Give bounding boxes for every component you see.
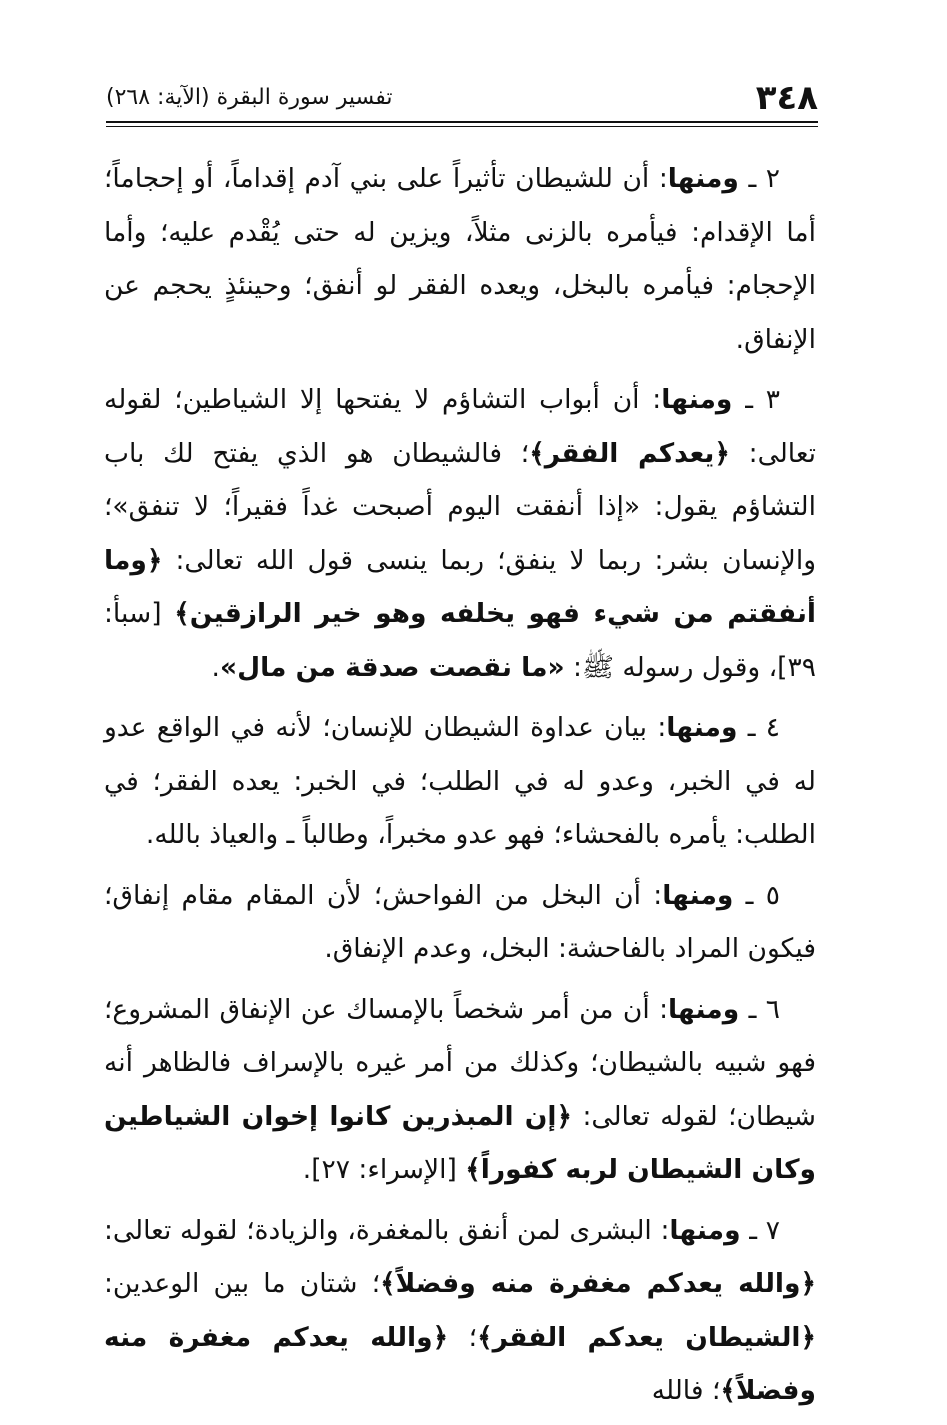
paragraph-2 <box>104 152 816 366</box>
paragraph-text: ؛ <box>448 1321 478 1353</box>
paragraph-4 <box>104 701 816 862</box>
item-number: ٦ ـ <box>739 993 780 1025</box>
item-keyword: ومنها <box>662 879 734 911</box>
paragraph-text: : أن البخل من الفواحش؛ لأن المقام مقام إنفاق؛ فيكون المراد بالفاحشة: البخل، وعدم الإنفاق. <box>104 879 816 964</box>
paragraph-text: : البشرى لمن أنفق بالمغفرة، والزيادة؛ لقوله تعالى: <box>104 1214 670 1246</box>
paragraph-text: : بيان عداوة الشيطان للإنسان؛ لأنه في الواقع عدو له في الخبر، وعدو له في الطلب؛ في الخبر: يعده الفقر؛ في الطلب: يأمره بالفحشاء؛ فهو عدو مخبراً، وطالباً ـ والعياذ بالله. <box>104 712 816 850</box>
paragraph-text: . <box>211 651 220 683</box>
paragraph-text: [الإسراء: ٢٧]. <box>302 1154 466 1185</box>
page-header <box>106 78 818 118</box>
quran-quote: ﴿والله يعدكم مغفرة منه وفضلاً﴾ <box>380 1268 816 1299</box>
header-rule-thick <box>106 121 818 123</box>
body-text <box>104 152 816 1425</box>
paragraph-text: ؛ فالله <box>651 1375 721 1406</box>
item-keyword: ومنها <box>661 384 733 415</box>
paragraph-3 <box>104 373 816 694</box>
quran-quote: ﴿وما أنفقتم من شيء فهو يخلفه وهو خير الرازقين﴾ <box>104 544 816 629</box>
paragraph-text: : أن للشيطان تأثيراً على بني آدم إقداماً، أو إحجاماً؛ أما الإقدام: فيأمره بالزنى مثلاً، ويزين له حتى يُقْدم عليه؛ وأما الإحجام: فيأمره بالبخل، ويعده الفقر لو أنفق؛ وحينئذٍ يحجم عن الإنفاق. <box>104 163 816 355</box>
item-number: ٢ ـ <box>738 163 780 194</box>
hadith-quote: «ما نقصت صدقة من مال» <box>219 651 565 683</box>
item-number: ٥ ـ <box>733 879 780 911</box>
paragraph-text: ؛ شتان ما بين الوعدين: <box>104 1268 381 1299</box>
item-number: ٣ ـ <box>732 384 780 415</box>
item-number: ٤ ـ <box>737 712 780 743</box>
item-keyword: ومنها <box>668 993 740 1025</box>
paragraph-7 <box>104 1204 816 1418</box>
item-keyword: ومنها <box>667 163 739 194</box>
paragraph-6 <box>104 983 816 1197</box>
header-rule-thin <box>106 126 818 127</box>
paragraph-text: [سبأ: ٣٩]، وقول رسوله ﷺ: <box>104 598 816 683</box>
item-keyword: ومنها <box>669 1214 741 1246</box>
item-keyword: ومنها <box>666 712 738 743</box>
item-number: ٧ ـ <box>740 1214 780 1246</box>
paragraph-text: : أن من أمر شخصاً بالإمساك عن الإنفاق المشروع؛ فهو شبيه بالشيطان؛ وكذلك من أمر غيره بالإسراف فالظاهر أنه شيطان؛ لقوله تعالى: <box>104 993 816 1132</box>
quran-quote: ﴿يعدكم الفقر﴾ <box>529 437 730 469</box>
paragraph-text: : أن أبواب التشاؤم لا يفتحها إلا الشياطين؛ لقوله تعالى: <box>104 384 816 469</box>
quran-quote: ﴿الشيطان يعدكم الفقر﴾ <box>477 1321 817 1353</box>
quran-quote: ﴿والله يعدكم مغفرة منه وفضلاً﴾ <box>104 1321 816 1406</box>
page-number: ٣٤٨ <box>755 78 818 118</box>
quran-quote: ﴿إن المبذرين كانوا إخوان الشياطين وكان الشيطان لربه كفوراً﴾ <box>104 1100 816 1185</box>
paragraph-5 <box>104 869 816 976</box>
running-title: تفسير سورة البقرة (الآية: ٢٦٨) <box>106 85 393 110</box>
paragraph-text: ؛ فالشيطان هو الذي يفتح لك باب التشاؤم يقول: «إذا أنفقت اليوم أصبحت غداً فقيراً؛ لا تنفق»؛ والإنسان بشر: ربما لا ينفق؛ ربما ينسى قول الله تعالى: <box>104 437 816 576</box>
